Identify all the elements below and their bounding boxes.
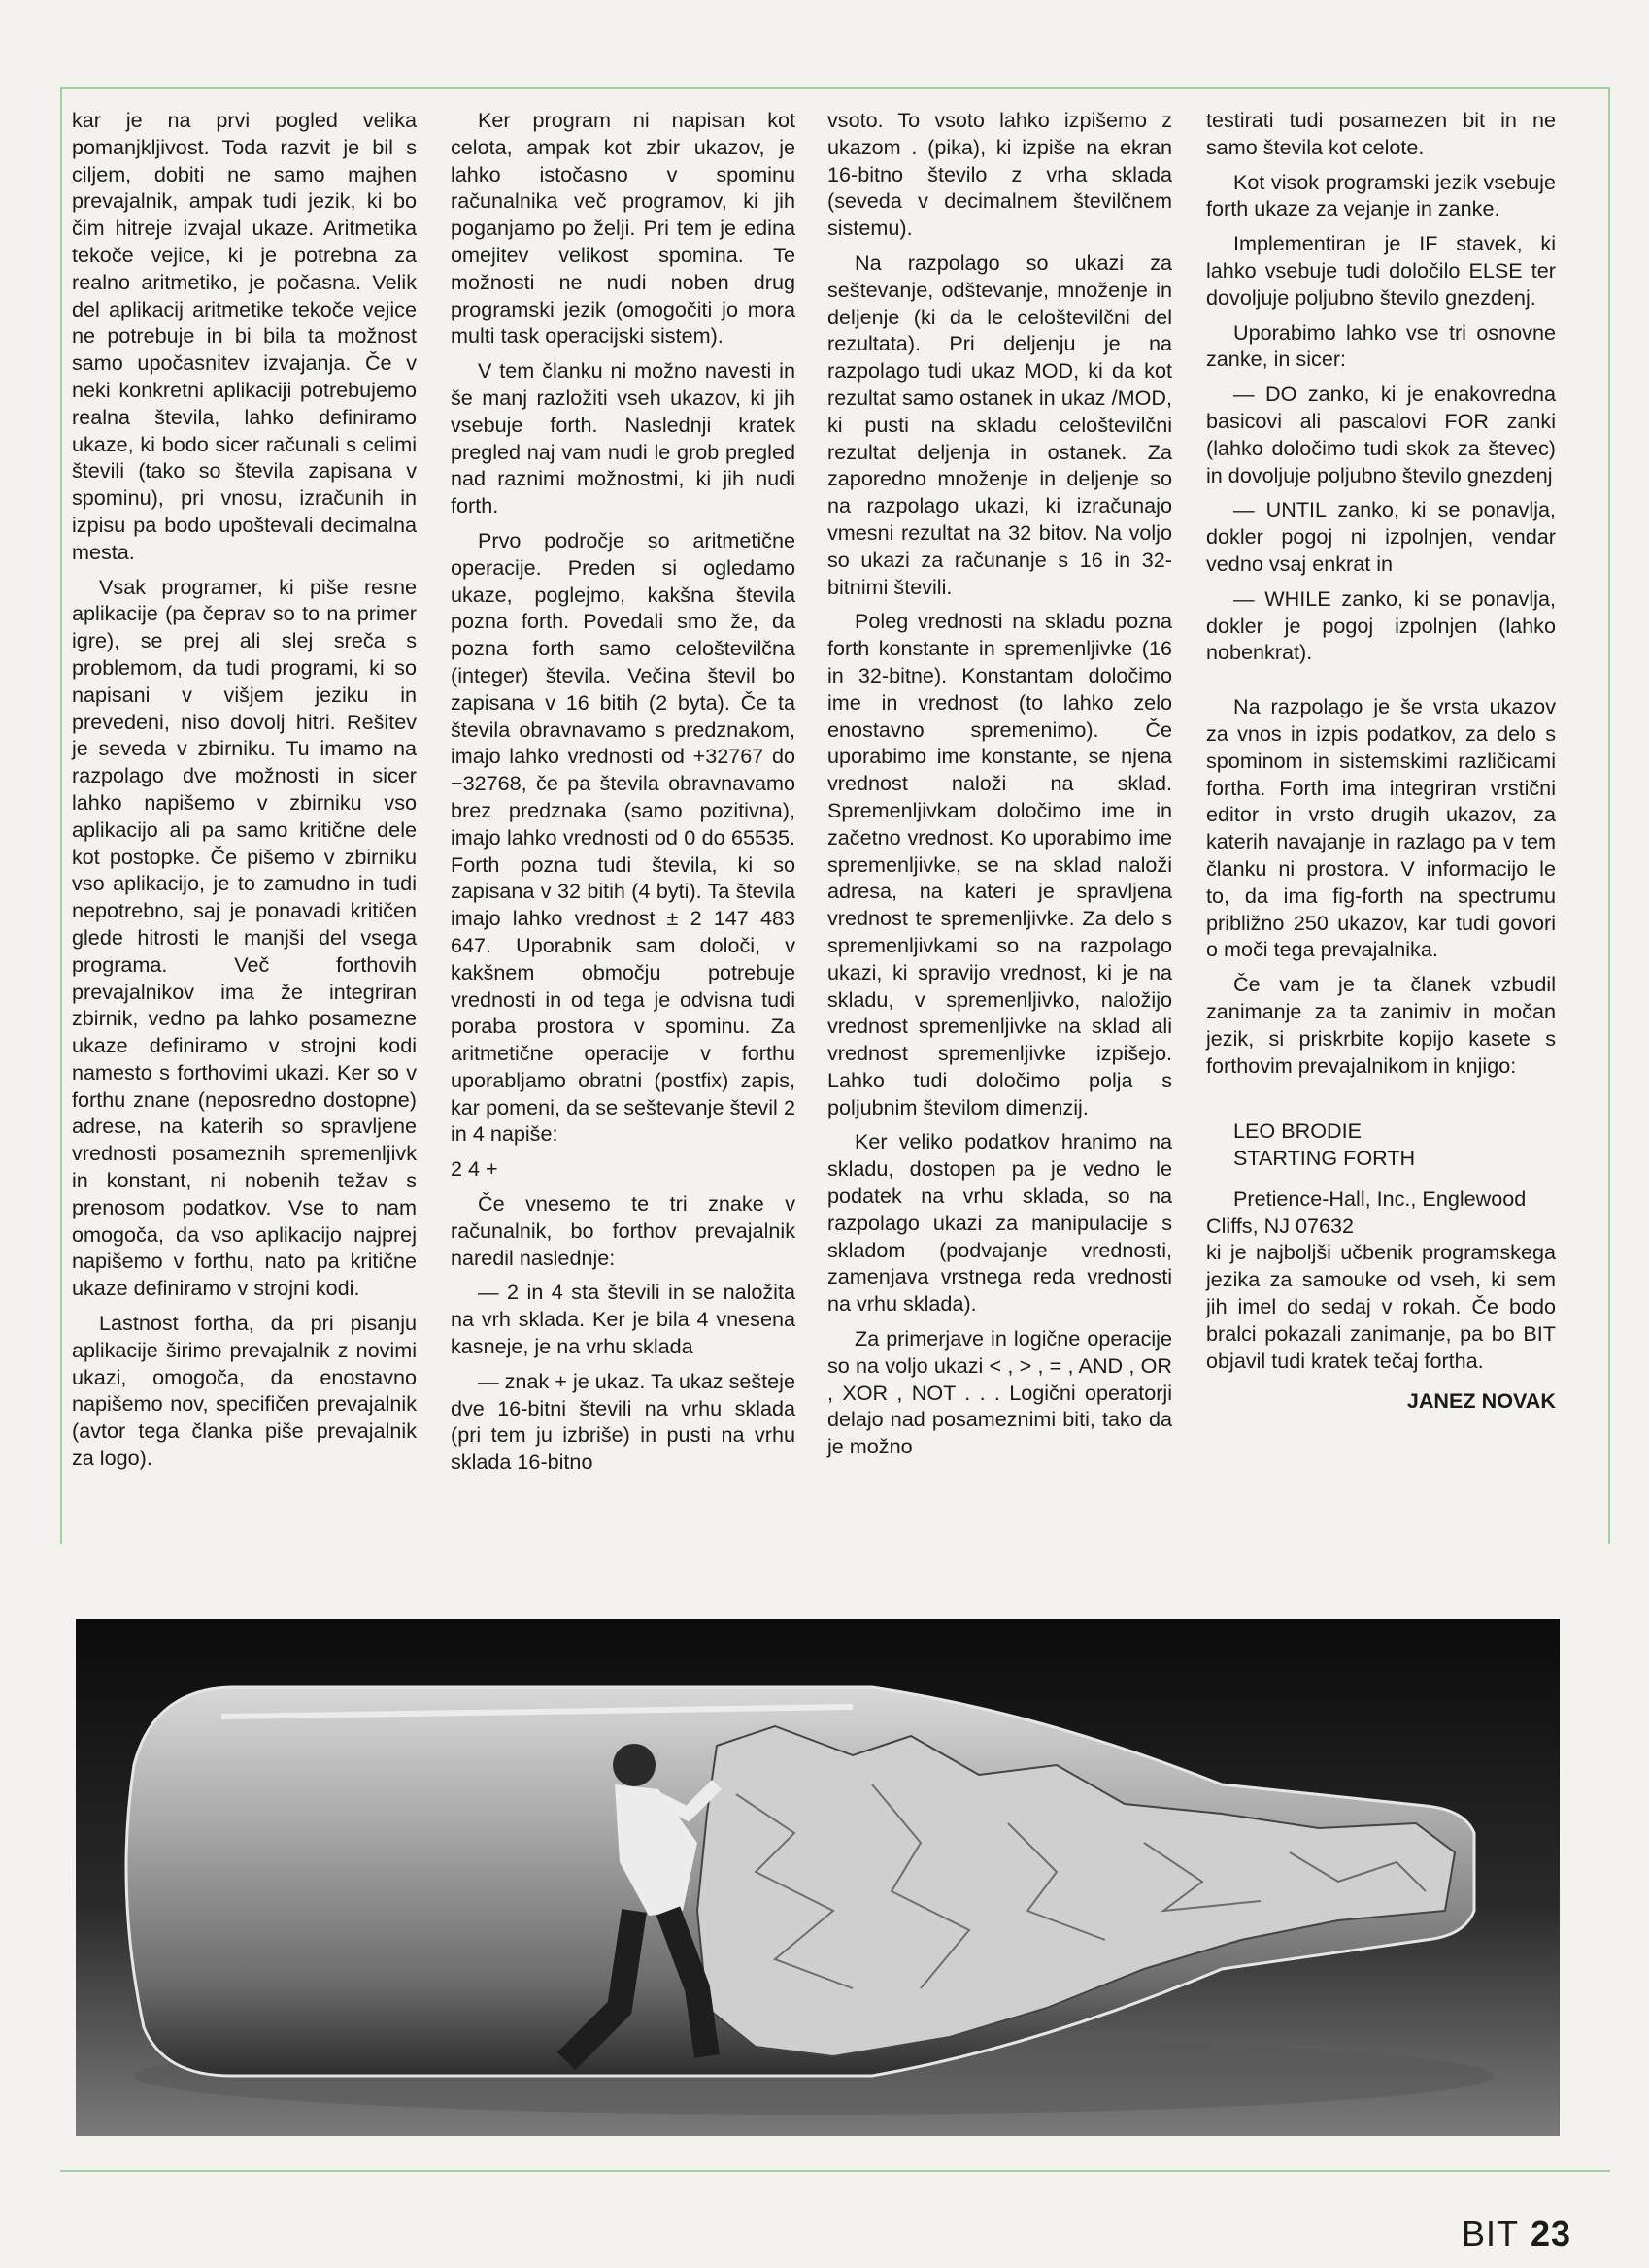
article-column-4	[1206, 107, 1556, 1415]
article-column-1	[72, 107, 417, 1472]
page-guide-bottom	[60, 2170, 1610, 2172]
book-title: STARTING FORTH	[1233, 1146, 1416, 1171]
paragraph: Na razpolago so ukazi za seštevanje, odštevanje, množenje in deljenje (ki da le celoštevilčni del rezultata). Pri deljenju je na razpolago tudi ukaz MOD, ki da kot rezultat samo ostanek in ukaz /MOD, ki pusti na skladu celoštevilčni rezultat deljenja in ostanek. Za zaporedno množenje in deljenje so na razpolago ukazi, ki izračunajo vmesni rezultat na 32 bitov. Na voljo so ukazi za računanje s 16 in 32-bitnimi števili.	[827, 250, 1172, 599]
page-guide-right	[1608, 87, 1610, 1544]
paragraph: kar je na prvi pogled velika pomanjkljivost. Toda razvit je bil s ciljem, dobiti ne samo majhen prevajalnik, ampak tudi jezik, ki bo čim hitreje izvajal ukaze. Aritmetika tekoče vejice, ki je potrebna za realno aritmetiko, je počasna. Velik del aplikacij aritmetike tekoče vejice ne potrebuje in bi bila ta možnost samo upočasnitev izvajanja. Če v neki konkretni aplikaciji potrebujemo realna števila, lahko definiramo ukaze, ki bodo sicer računali s celimi števili (tako so števila zapisana v spominu), pri vnosu, izračunih in izpisu pa bodo upoštevali decimalna mesta.	[72, 108, 417, 564]
paragraph: Implementiran je IF stavek, ki lahko vsebuje tudi določilo ELSE ter dovoljuje poljubno število gnezdenj.	[1206, 231, 1556, 310]
list-item: — znak + je ukaz. Ta ukaz sešteje dve 16-bitni števili na vrhu sklada (pri tem ju izbriše) in pusti na vrhu sklada 16-bitno	[451, 1368, 795, 1475]
paragraph: ki je najboljši učbenik programskega jezika za samouke od vseh, ki sem jih imel do sedaj v rokah. Če bodo bralci pokazali zanimanje, pa bo BIT objavil tudi kratek tečaj fortha.	[1206, 1240, 1556, 1373]
article-column-2	[451, 107, 795, 1476]
paragraph: Če vam je ta članek vzbudil zanimanje za ta zanimiv in močan jezik, si priskrbite kopijo kasete s forthovim prevajalnikom in knjigo:	[1206, 972, 1556, 1078]
code-example: 2 4 +	[451, 1156, 498, 1182]
paragraph: V tem članku ni možno navesti in še manj razložiti vseh ukazov, ki jih vsebuje forth. Naslednji kratek pregled naj vam nudi le grob pregled nad raznimi možnostmi, ki jih nudi forth.	[451, 358, 795, 518]
paragraph: Vsak programer, ki piše resne aplikacije (pa čeprav so to na primer igre), se prej ali slej sreča s problemom, da tudi programi, ki so napisani v višjem jeziku in prevedeni, niso dovolj hitri. Rešitev je seveda v zbirniku. Tu imamo na razpolago dve možnosti in sicer lahko napišemo v zbirniku vso aplikacijo ali pa samo kritične dele kot postopke. Če pišemo v zbirniku vso aplikacijo, je to zamudno in tudi nepotrebno, saj je ponavadi kritičen glede hitrosti le manjši del vsega programa. Več forthovih prevajalnikov ima že integriran zbirnik, vedno pa lahko posamezne ukaze definiramo v strojni kodi namesto s forthovimi ukazi. Ker so v forthu znane (neposredno dostopne) adrese, na katerih so spravljene vrednosti posameznih spremenljivk in konstant, ni nobenih težav s prenosom podatkov. Vse to nam omogoča, da vso aplikacijo najprej napišemo v forthu, nato pa kritične ukaze definiramo v strojni kodi.	[72, 574, 417, 1301]
list-item: — WHILE zanko, ki se ponavlja, dokler je pogoj izpolnjen (lahko nobenkrat).	[1206, 585, 1556, 665]
author-signature: JANEZ NOVAK	[1406, 1388, 1556, 1414]
bottle-photo	[76, 1619, 1560, 2136]
page-guide-top	[60, 87, 1610, 89]
paragraph: Če vnesemo te tri znake v računalnik, bo forthov prevajalnik naredil naslednje:	[451, 1191, 795, 1270]
book-author: LEO BRODIE	[1233, 1118, 1362, 1144]
page-footer	[1462, 2214, 1571, 2254]
paragraph: Lastnost fortha, da pri pisanju aplikacije širimo prevajalnik z novimi ukazi, omogoča, da enostavno napišemo nov, specifičen prevajalnik (avtor tega članka piše prevajalnik za logo).	[72, 1311, 417, 1471]
list-item: — DO zanko, ki je enakovredna basicovi ali pascalovi FOR zanki (lahko določimo tudi skok za števec) in dovoljuje poljubno število gnezdenj	[1206, 382, 1556, 487]
book-publisher: Pretience-Hall, Inc., Englewood Cliffs, NJ 07632	[1206, 1185, 1527, 1238]
paragraph: vsoto. To vsoto lahko izpišemo z ukazom . (pika), ki izpiše na ekran 16-bitno število z vrha sklada (seveda v decimalnem številčnem sistemu).	[827, 108, 1172, 241]
paragraph: Za primerjave in logične operacije so na voljo ukazi < , > , = , AND , OR , XOR , NOT . . . Logični operatorji delajo nad posameznimi biti, tako da je možno	[827, 1326, 1172, 1459]
paragraph: Kot visok programski jezik vsebuje forth ukaze za vejanje in zanke.	[1206, 169, 1556, 221]
page-guide-left	[60, 87, 62, 1544]
paragraph: Ker program ni napisan kot celota, ampak kot zbir ukazov, je lahko istočasno v spominu računalnika več programov, ki jih poganjamo po želji. Pri tem je edina omejitev velikost spomina. Te možnosti ne nudi noben drug programski jezik (omogočiti jo mora multi task operacijski sistem).	[451, 108, 795, 349]
list-item: — UNTIL zanko, ki se ponavlja, dokler pogoj ni izpolnjen, vendar vedno vsaj enkrat in	[1206, 497, 1556, 576]
list-item: — 2 in 4 sta števili in se naložita na vrh sklada. Ker je bila 4 vnesena kasneje, je na vrhu sklada	[451, 1280, 795, 1359]
paragraph: Na razpolago je še vrsta ukazov za vnos in izpis podatkov, za delo s spominom in sistemskimi različicami fortha. Forth ima integriran vrstični editor in vrsto drugih ukazov, za katerih navajanje in razlago pa v tem članku ni prostora. V informacijo le to, da ima fig-forth na spectrumu približno 250 ukazov, kar tudi govori o moči tega prevajalnika.	[1206, 694, 1556, 962]
paragraph: Prvo področje so aritmetične operacije. Preden si ogledamo ukaze, poglejmo, kakšna števila pozna forth. Povedali smo že, da pozna forth samo celoštevilčna (integer) števila. Večina števil bo zapisana v 16 bitih (2 byta). Če ta števila obravnavamo s predznakom, imajo lahko vrednosti od +32767 do −32768, če pa števila obravnavamo brez predznaka (samo pozitivna), imajo lahko vrednosti od 0 do 65535. Forth pozna tudi števila, ki so zapisana v 32 bitih (4 byti). Ta števila imajo lahko vrednost ± 2 147 483 647. Uporabnik sam določi, v kakšnem območju potrebuje vrednosti in od tega je odvisna tudi poraba prostora v spominu. Za aritmetične operacije v forthu uporabljamo obratni (postfix) zapis, kar pomeni, da se seštevanje števil 2 in 4 napiše:	[451, 527, 795, 1147]
paragraph: Uporabimo lahko vse tri osnovne zanke, in sicer:	[1206, 319, 1556, 372]
bottle-illustration	[76, 1619, 1560, 2136]
page-number: 23	[1530, 2214, 1571, 2253]
paragraph: Poleg vrednosti na skladu pozna forth konstante in spremenljivke (16 in 32-bitne). Konstantam določimo ime in vrednost (to lahko zelo enostavno spremenimo). Če uporabimo ime konstante, se njena vrednost naloži na sklad. Spremenljivkam določimo ime in začetno vrednost. Ko uporabimo ime spremenljivke, se na sklad naloži adresa, na kateri je spravljena vrednost te spremenljivke. Za delo s spremenljivkami so na razpolago ukazi, ki spravijo vrednost, ki je na skladu, v spremenljivko, naložijo vrednost spremenljivke na sklad ali vrednost spremenljivke izpišejo. Lahko tudi določimo polja s poljubnim številom dimenzij.	[827, 609, 1172, 1119]
paragraph: Ker veliko podatkov hranimo na skladu, dostopen pa je vedno le podatek na vrhu sklada, so na razpolago ukazi za manipulacije s skladom (podvajanje vrednosti, zamenjava vrstnega reda vrednosti na vrhu sklada).	[827, 1129, 1172, 1317]
article-column-3	[827, 107, 1172, 1460]
paragraph: testirati tudi posamezen bit in ne samo števila kot celote.	[1206, 108, 1556, 159]
publication-name: BIT	[1461, 2214, 1519, 2253]
